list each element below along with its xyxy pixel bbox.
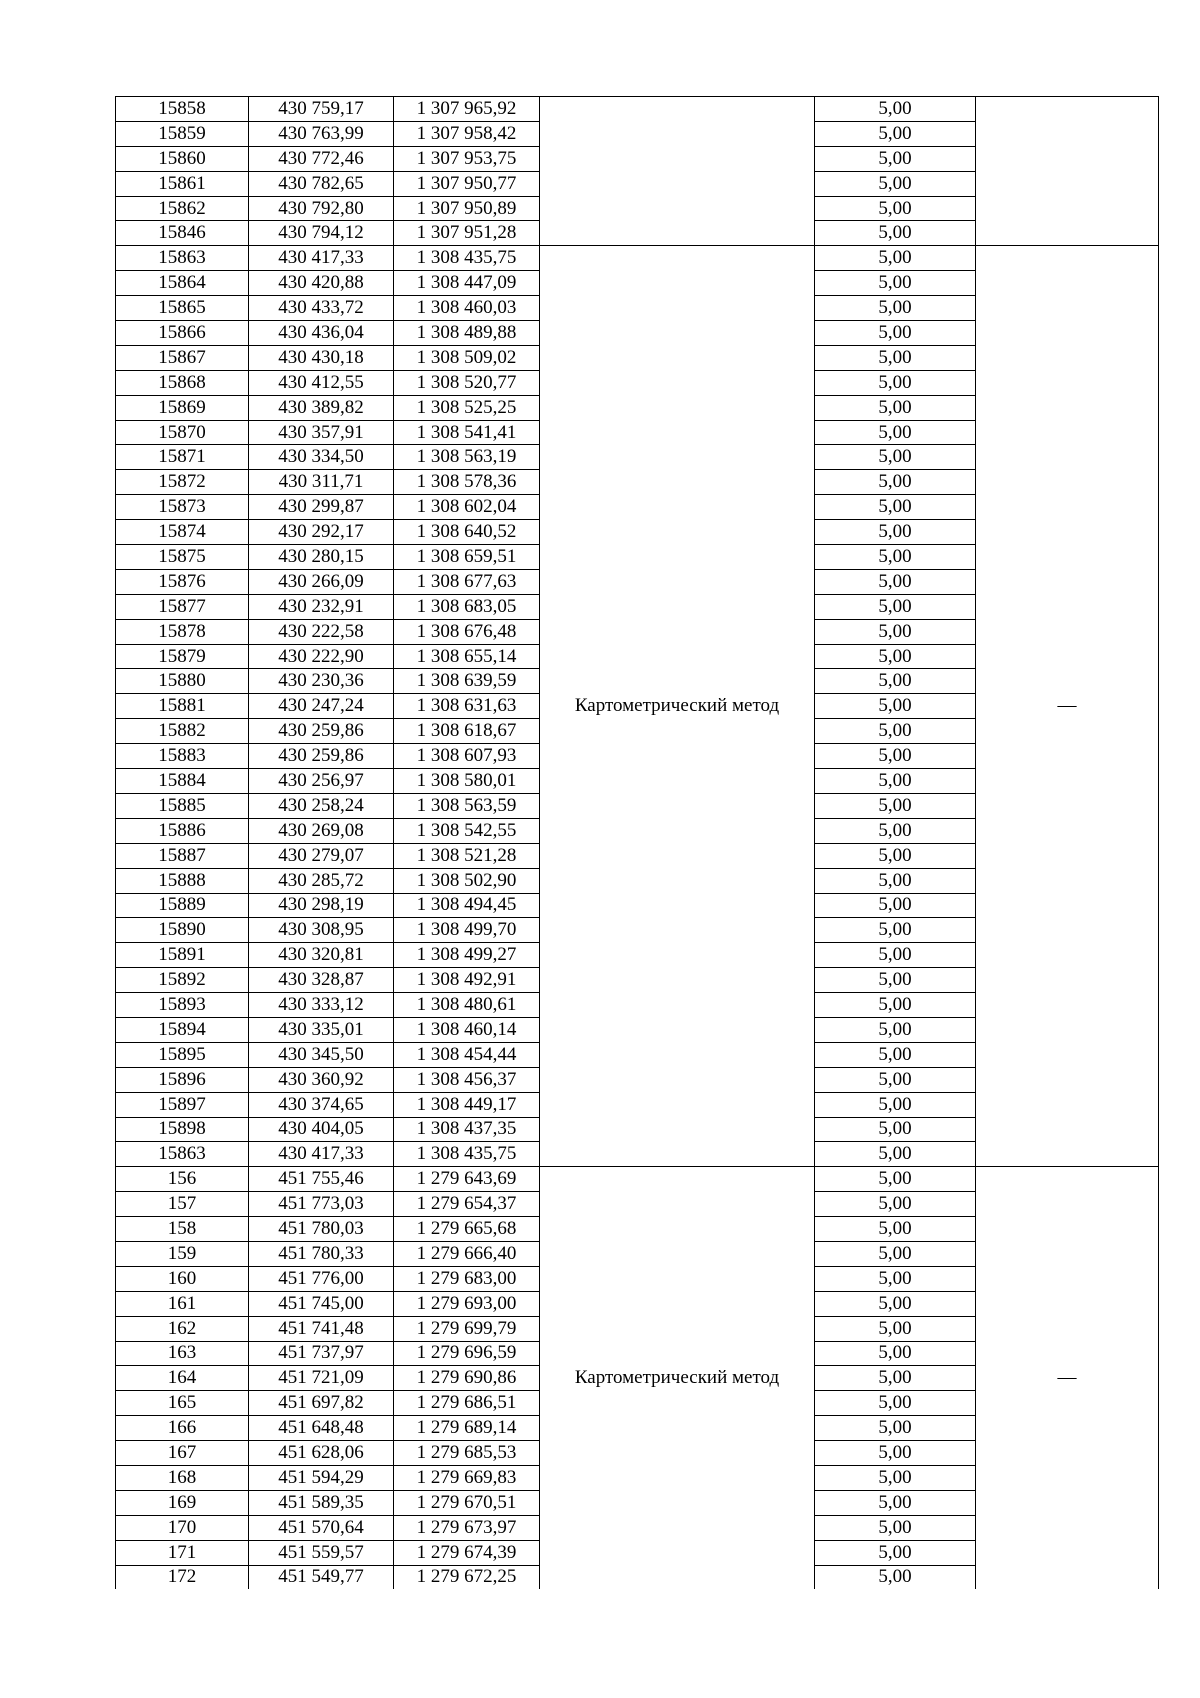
x-coordinate-cell: 430 345,50 bbox=[249, 1042, 394, 1067]
y-coordinate-cell: 1 279 689,14 bbox=[394, 1416, 540, 1441]
x-coordinate-cell: 430 360,92 bbox=[249, 1067, 394, 1092]
precision-cell: 5,00 bbox=[815, 943, 976, 968]
y-coordinate-cell: 1 308 580,01 bbox=[394, 769, 540, 794]
y-coordinate-cell: 1 308 437,35 bbox=[394, 1117, 540, 1142]
point-number-cell: 15896 bbox=[116, 1067, 249, 1092]
point-number-cell: 163 bbox=[116, 1341, 249, 1366]
precision-cell: 5,00 bbox=[815, 296, 976, 321]
y-coordinate-cell: 1 279 696,59 bbox=[394, 1341, 540, 1366]
x-coordinate-cell: 430 334,50 bbox=[249, 445, 394, 470]
precision-cell: 5,00 bbox=[815, 196, 976, 221]
precision-cell: 5,00 bbox=[815, 744, 976, 769]
table-body bbox=[116, 97, 1159, 1590]
x-coordinate-cell: 430 230,36 bbox=[249, 669, 394, 694]
point-number-cell: 167 bbox=[116, 1441, 249, 1466]
point-number-cell: 15864 bbox=[116, 271, 249, 296]
precision-cell: 5,00 bbox=[815, 1565, 976, 1589]
y-coordinate-cell: 1 308 677,63 bbox=[394, 569, 540, 594]
point-number-cell: 15866 bbox=[116, 321, 249, 346]
x-coordinate-cell: 430 280,15 bbox=[249, 545, 394, 570]
y-coordinate-cell: 1 308 563,19 bbox=[394, 445, 540, 470]
y-coordinate-cell: 1 307 953,75 bbox=[394, 146, 540, 171]
y-coordinate-cell: 1 308 499,70 bbox=[394, 918, 540, 943]
point-number-cell: 157 bbox=[116, 1192, 249, 1217]
x-coordinate-cell: 430 311,71 bbox=[249, 470, 394, 495]
x-coordinate-cell: 430 763,99 bbox=[249, 121, 394, 146]
x-coordinate-cell: 430 292,17 bbox=[249, 520, 394, 545]
y-coordinate-cell: 1 279 666,40 bbox=[394, 1241, 540, 1266]
y-coordinate-cell: 1 308 631,63 bbox=[394, 694, 540, 719]
table-row bbox=[116, 97, 1159, 122]
x-coordinate-cell: 430 436,04 bbox=[249, 321, 394, 346]
x-coordinate-cell: 430 247,24 bbox=[249, 694, 394, 719]
y-coordinate-cell: 1 308 492,91 bbox=[394, 968, 540, 993]
y-coordinate-cell: 1 307 950,77 bbox=[394, 171, 540, 196]
precision-cell: 5,00 bbox=[815, 1241, 976, 1266]
x-coordinate-cell: 451 780,03 bbox=[249, 1217, 394, 1242]
coordinates-table bbox=[115, 96, 1159, 1589]
y-coordinate-cell: 1 279 699,79 bbox=[394, 1316, 540, 1341]
point-number-cell: 15885 bbox=[116, 793, 249, 818]
precision-cell: 5,00 bbox=[815, 1266, 976, 1291]
precision-cell: 5,00 bbox=[815, 1515, 976, 1540]
precision-cell: 5,00 bbox=[815, 1465, 976, 1490]
y-coordinate-cell: 1 308 602,04 bbox=[394, 495, 540, 520]
point-number-cell: 15872 bbox=[116, 470, 249, 495]
point-number-cell: 15894 bbox=[116, 1017, 249, 1042]
x-coordinate-cell: 451 737,97 bbox=[249, 1341, 394, 1366]
precision-cell: 5,00 bbox=[815, 968, 976, 993]
precision-cell: 5,00 bbox=[815, 445, 976, 470]
method-cell bbox=[540, 97, 815, 246]
precision-cell: 5,00 bbox=[815, 1192, 976, 1217]
point-number-cell: 169 bbox=[116, 1490, 249, 1515]
precision-cell: 5,00 bbox=[815, 1291, 976, 1316]
point-number-cell: 15889 bbox=[116, 893, 249, 918]
y-coordinate-cell: 1 279 690,86 bbox=[394, 1366, 540, 1391]
point-number-cell: 15881 bbox=[116, 694, 249, 719]
precision-cell: 5,00 bbox=[815, 370, 976, 395]
x-coordinate-cell: 430 412,55 bbox=[249, 370, 394, 395]
point-number-cell: 15879 bbox=[116, 644, 249, 669]
y-coordinate-cell: 1 279 672,25 bbox=[394, 1565, 540, 1589]
point-number-cell: 15869 bbox=[116, 395, 249, 420]
point-number-cell: 166 bbox=[116, 1416, 249, 1441]
y-coordinate-cell: 1 308 435,75 bbox=[394, 246, 540, 271]
point-number-cell: 156 bbox=[116, 1167, 249, 1192]
y-coordinate-cell: 1 307 950,89 bbox=[394, 196, 540, 221]
precision-cell: 5,00 bbox=[815, 1416, 976, 1441]
precision-cell: 5,00 bbox=[815, 1366, 976, 1391]
precision-cell: 5,00 bbox=[815, 345, 976, 370]
note-cell: — bbox=[976, 1167, 1159, 1590]
point-number-cell: 162 bbox=[116, 1316, 249, 1341]
precision-cell: 5,00 bbox=[815, 644, 976, 669]
point-number-cell: 15874 bbox=[116, 520, 249, 545]
precision-cell: 5,00 bbox=[815, 420, 976, 445]
x-coordinate-cell: 451 780,33 bbox=[249, 1241, 394, 1266]
y-coordinate-cell: 1 308 676,48 bbox=[394, 619, 540, 644]
x-coordinate-cell: 430 258,24 bbox=[249, 793, 394, 818]
x-coordinate-cell: 451 648,48 bbox=[249, 1416, 394, 1441]
y-coordinate-cell: 1 279 670,51 bbox=[394, 1490, 540, 1515]
x-coordinate-cell: 430 266,09 bbox=[249, 569, 394, 594]
note-cell: — bbox=[976, 246, 1159, 1167]
point-number-cell: 15876 bbox=[116, 569, 249, 594]
y-coordinate-cell: 1 308 525,25 bbox=[394, 395, 540, 420]
x-coordinate-cell: 430 374,65 bbox=[249, 1092, 394, 1117]
point-number-cell: 15860 bbox=[116, 146, 249, 171]
method-cell: Картометрический метод bbox=[540, 246, 815, 1167]
precision-cell: 5,00 bbox=[815, 1441, 976, 1466]
point-number-cell: 15858 bbox=[116, 97, 249, 122]
point-number-cell: 15865 bbox=[116, 296, 249, 321]
point-number-cell: 161 bbox=[116, 1291, 249, 1316]
y-coordinate-cell: 1 308 480,61 bbox=[394, 993, 540, 1018]
precision-cell: 5,00 bbox=[815, 1117, 976, 1142]
x-coordinate-cell: 430 404,05 bbox=[249, 1117, 394, 1142]
x-coordinate-cell: 430 417,33 bbox=[249, 1142, 394, 1167]
point-number-cell: 15863 bbox=[116, 1142, 249, 1167]
y-coordinate-cell: 1 279 669,83 bbox=[394, 1465, 540, 1490]
precision-cell: 5,00 bbox=[815, 669, 976, 694]
point-number-cell: 15875 bbox=[116, 545, 249, 570]
y-coordinate-cell: 1 279 674,39 bbox=[394, 1540, 540, 1565]
x-coordinate-cell: 430 782,65 bbox=[249, 171, 394, 196]
y-coordinate-cell: 1 308 502,90 bbox=[394, 868, 540, 893]
x-coordinate-cell: 451 549,77 bbox=[249, 1565, 394, 1589]
x-coordinate-cell: 430 335,01 bbox=[249, 1017, 394, 1042]
point-number-cell: 15846 bbox=[116, 221, 249, 246]
x-coordinate-cell: 430 259,86 bbox=[249, 719, 394, 744]
point-number-cell: 15871 bbox=[116, 445, 249, 470]
x-coordinate-cell: 430 792,80 bbox=[249, 196, 394, 221]
y-coordinate-cell: 1 308 456,37 bbox=[394, 1067, 540, 1092]
x-coordinate-cell: 451 570,64 bbox=[249, 1515, 394, 1540]
point-number-cell: 15868 bbox=[116, 370, 249, 395]
x-coordinate-cell: 430 285,72 bbox=[249, 868, 394, 893]
precision-cell: 5,00 bbox=[815, 818, 976, 843]
precision-cell: 5,00 bbox=[815, 97, 976, 122]
point-number-cell: 170 bbox=[116, 1515, 249, 1540]
x-coordinate-cell: 430 417,33 bbox=[249, 246, 394, 271]
precision-cell: 5,00 bbox=[815, 719, 976, 744]
point-number-cell: 15863 bbox=[116, 246, 249, 271]
y-coordinate-cell: 1 308 618,67 bbox=[394, 719, 540, 744]
x-coordinate-cell: 451 773,03 bbox=[249, 1192, 394, 1217]
precision-cell: 5,00 bbox=[815, 769, 976, 794]
x-coordinate-cell: 430 299,87 bbox=[249, 495, 394, 520]
point-number-cell: 15886 bbox=[116, 818, 249, 843]
y-coordinate-cell: 1 308 454,44 bbox=[394, 1042, 540, 1067]
point-number-cell: 15890 bbox=[116, 918, 249, 943]
point-number-cell: 15882 bbox=[116, 719, 249, 744]
point-number-cell: 15880 bbox=[116, 669, 249, 694]
note-cell bbox=[976, 97, 1159, 246]
point-number-cell: 165 bbox=[116, 1391, 249, 1416]
y-coordinate-cell: 1 308 521,28 bbox=[394, 843, 540, 868]
point-number-cell: 15878 bbox=[116, 619, 249, 644]
x-coordinate-cell: 430 430,18 bbox=[249, 345, 394, 370]
precision-cell: 5,00 bbox=[815, 1316, 976, 1341]
point-number-cell: 15877 bbox=[116, 594, 249, 619]
precision-cell: 5,00 bbox=[815, 1490, 976, 1515]
y-coordinate-cell: 1 308 460,03 bbox=[394, 296, 540, 321]
y-coordinate-cell: 1 308 449,17 bbox=[394, 1092, 540, 1117]
x-coordinate-cell: 430 232,91 bbox=[249, 594, 394, 619]
x-coordinate-cell: 430 433,72 bbox=[249, 296, 394, 321]
point-number-cell: 160 bbox=[116, 1266, 249, 1291]
y-coordinate-cell: 1 279 643,69 bbox=[394, 1167, 540, 1192]
precision-cell: 5,00 bbox=[815, 1540, 976, 1565]
y-coordinate-cell: 1 307 951,28 bbox=[394, 221, 540, 246]
y-coordinate-cell: 1 308 563,59 bbox=[394, 793, 540, 818]
point-number-cell: 15867 bbox=[116, 345, 249, 370]
precision-cell: 5,00 bbox=[815, 470, 976, 495]
point-number-cell: 15873 bbox=[116, 495, 249, 520]
x-coordinate-cell: 451 594,29 bbox=[249, 1465, 394, 1490]
x-coordinate-cell: 451 721,09 bbox=[249, 1366, 394, 1391]
x-coordinate-cell: 430 759,17 bbox=[249, 97, 394, 122]
precision-cell: 5,00 bbox=[815, 993, 976, 1018]
x-coordinate-cell: 451 559,57 bbox=[249, 1540, 394, 1565]
y-coordinate-cell: 1 307 958,42 bbox=[394, 121, 540, 146]
point-number-cell: 158 bbox=[116, 1217, 249, 1242]
table-row bbox=[116, 246, 1159, 271]
y-coordinate-cell: 1 279 693,00 bbox=[394, 1291, 540, 1316]
y-coordinate-cell: 1 307 965,92 bbox=[394, 97, 540, 122]
point-number-cell: 164 bbox=[116, 1366, 249, 1391]
y-coordinate-cell: 1 308 541,41 bbox=[394, 420, 540, 445]
point-number-cell: 15891 bbox=[116, 943, 249, 968]
x-coordinate-cell: 430 333,12 bbox=[249, 993, 394, 1018]
x-coordinate-cell: 451 741,48 bbox=[249, 1316, 394, 1341]
x-coordinate-cell: 430 328,87 bbox=[249, 968, 394, 993]
precision-cell: 5,00 bbox=[815, 321, 976, 346]
point-number-cell: 15884 bbox=[116, 769, 249, 794]
y-coordinate-cell: 1 308 520,77 bbox=[394, 370, 540, 395]
precision-cell: 5,00 bbox=[815, 1042, 976, 1067]
point-number-cell: 15897 bbox=[116, 1092, 249, 1117]
precision-cell: 5,00 bbox=[815, 843, 976, 868]
precision-cell: 5,00 bbox=[815, 271, 976, 296]
table-row bbox=[116, 1167, 1159, 1192]
x-coordinate-cell: 451 589,35 bbox=[249, 1490, 394, 1515]
precision-cell: 5,00 bbox=[815, 545, 976, 570]
point-number-cell: 15861 bbox=[116, 171, 249, 196]
point-number-cell: 15887 bbox=[116, 843, 249, 868]
y-coordinate-cell: 1 308 509,02 bbox=[394, 345, 540, 370]
precision-cell: 5,00 bbox=[815, 1341, 976, 1366]
precision-cell: 5,00 bbox=[815, 520, 976, 545]
x-coordinate-cell: 430 279,07 bbox=[249, 843, 394, 868]
point-number-cell: 15888 bbox=[116, 868, 249, 893]
x-coordinate-cell: 451 776,00 bbox=[249, 1266, 394, 1291]
method-cell: Картометрический метод bbox=[540, 1167, 815, 1590]
point-number-cell: 15898 bbox=[116, 1117, 249, 1142]
precision-cell: 5,00 bbox=[815, 893, 976, 918]
precision-cell: 5,00 bbox=[815, 1017, 976, 1042]
precision-cell: 5,00 bbox=[815, 594, 976, 619]
point-number-cell: 159 bbox=[116, 1241, 249, 1266]
y-coordinate-cell: 1 279 683,00 bbox=[394, 1266, 540, 1291]
y-coordinate-cell: 1 308 447,09 bbox=[394, 271, 540, 296]
point-number-cell: 15870 bbox=[116, 420, 249, 445]
x-coordinate-cell: 430 222,90 bbox=[249, 644, 394, 669]
precision-cell: 5,00 bbox=[815, 1217, 976, 1242]
y-coordinate-cell: 1 308 659,51 bbox=[394, 545, 540, 570]
precision-cell: 5,00 bbox=[815, 793, 976, 818]
point-number-cell: 171 bbox=[116, 1540, 249, 1565]
y-coordinate-cell: 1 308 435,75 bbox=[394, 1142, 540, 1167]
y-coordinate-cell: 1 308 640,52 bbox=[394, 520, 540, 545]
precision-cell: 5,00 bbox=[815, 569, 976, 594]
x-coordinate-cell: 430 794,12 bbox=[249, 221, 394, 246]
x-coordinate-cell: 430 320,81 bbox=[249, 943, 394, 968]
x-coordinate-cell: 430 222,58 bbox=[249, 619, 394, 644]
y-coordinate-cell: 1 308 499,27 bbox=[394, 943, 540, 968]
x-coordinate-cell: 451 628,06 bbox=[249, 1441, 394, 1466]
x-coordinate-cell: 430 308,95 bbox=[249, 918, 394, 943]
x-coordinate-cell: 430 772,46 bbox=[249, 146, 394, 171]
y-coordinate-cell: 1 308 460,14 bbox=[394, 1017, 540, 1042]
y-coordinate-cell: 1 279 665,68 bbox=[394, 1217, 540, 1242]
y-coordinate-cell: 1 308 683,05 bbox=[394, 594, 540, 619]
y-coordinate-cell: 1 279 686,51 bbox=[394, 1391, 540, 1416]
x-coordinate-cell: 430 357,91 bbox=[249, 420, 394, 445]
precision-cell: 5,00 bbox=[815, 1391, 976, 1416]
x-coordinate-cell: 430 420,88 bbox=[249, 271, 394, 296]
point-number-cell: 168 bbox=[116, 1465, 249, 1490]
precision-cell: 5,00 bbox=[815, 395, 976, 420]
y-coordinate-cell: 1 308 489,88 bbox=[394, 321, 540, 346]
point-number-cell: 15883 bbox=[116, 744, 249, 769]
y-coordinate-cell: 1 308 639,59 bbox=[394, 669, 540, 694]
precision-cell: 5,00 bbox=[815, 221, 976, 246]
precision-cell: 5,00 bbox=[815, 121, 976, 146]
y-coordinate-cell: 1 279 654,37 bbox=[394, 1192, 540, 1217]
precision-cell: 5,00 bbox=[815, 1067, 976, 1092]
y-coordinate-cell: 1 279 685,53 bbox=[394, 1441, 540, 1466]
point-number-cell: 15893 bbox=[116, 993, 249, 1018]
precision-cell: 5,00 bbox=[815, 146, 976, 171]
precision-cell: 5,00 bbox=[815, 246, 976, 271]
y-coordinate-cell: 1 308 494,45 bbox=[394, 893, 540, 918]
precision-cell: 5,00 bbox=[815, 1167, 976, 1192]
precision-cell: 5,00 bbox=[815, 694, 976, 719]
y-coordinate-cell: 1 308 542,55 bbox=[394, 818, 540, 843]
precision-cell: 5,00 bbox=[815, 1142, 976, 1167]
x-coordinate-cell: 430 389,82 bbox=[249, 395, 394, 420]
x-coordinate-cell: 430 256,97 bbox=[249, 769, 394, 794]
y-coordinate-cell: 1 308 655,14 bbox=[394, 644, 540, 669]
y-coordinate-cell: 1 279 673,97 bbox=[394, 1515, 540, 1540]
x-coordinate-cell: 430 269,08 bbox=[249, 818, 394, 843]
precision-cell: 5,00 bbox=[815, 918, 976, 943]
precision-cell: 5,00 bbox=[815, 868, 976, 893]
point-number-cell: 172 bbox=[116, 1565, 249, 1589]
y-coordinate-cell: 1 308 578,36 bbox=[394, 470, 540, 495]
point-number-cell: 15892 bbox=[116, 968, 249, 993]
x-coordinate-cell: 451 697,82 bbox=[249, 1391, 394, 1416]
precision-cell: 5,00 bbox=[815, 1092, 976, 1117]
x-coordinate-cell: 430 298,19 bbox=[249, 893, 394, 918]
x-coordinate-cell: 430 259,86 bbox=[249, 744, 394, 769]
x-coordinate-cell: 451 755,46 bbox=[249, 1167, 394, 1192]
point-number-cell: 15895 bbox=[116, 1042, 249, 1067]
y-coordinate-cell: 1 308 607,93 bbox=[394, 744, 540, 769]
point-number-cell: 15859 bbox=[116, 121, 249, 146]
precision-cell: 5,00 bbox=[815, 619, 976, 644]
x-coordinate-cell: 451 745,00 bbox=[249, 1291, 394, 1316]
precision-cell: 5,00 bbox=[815, 171, 976, 196]
precision-cell: 5,00 bbox=[815, 495, 976, 520]
point-number-cell: 15862 bbox=[116, 196, 249, 221]
